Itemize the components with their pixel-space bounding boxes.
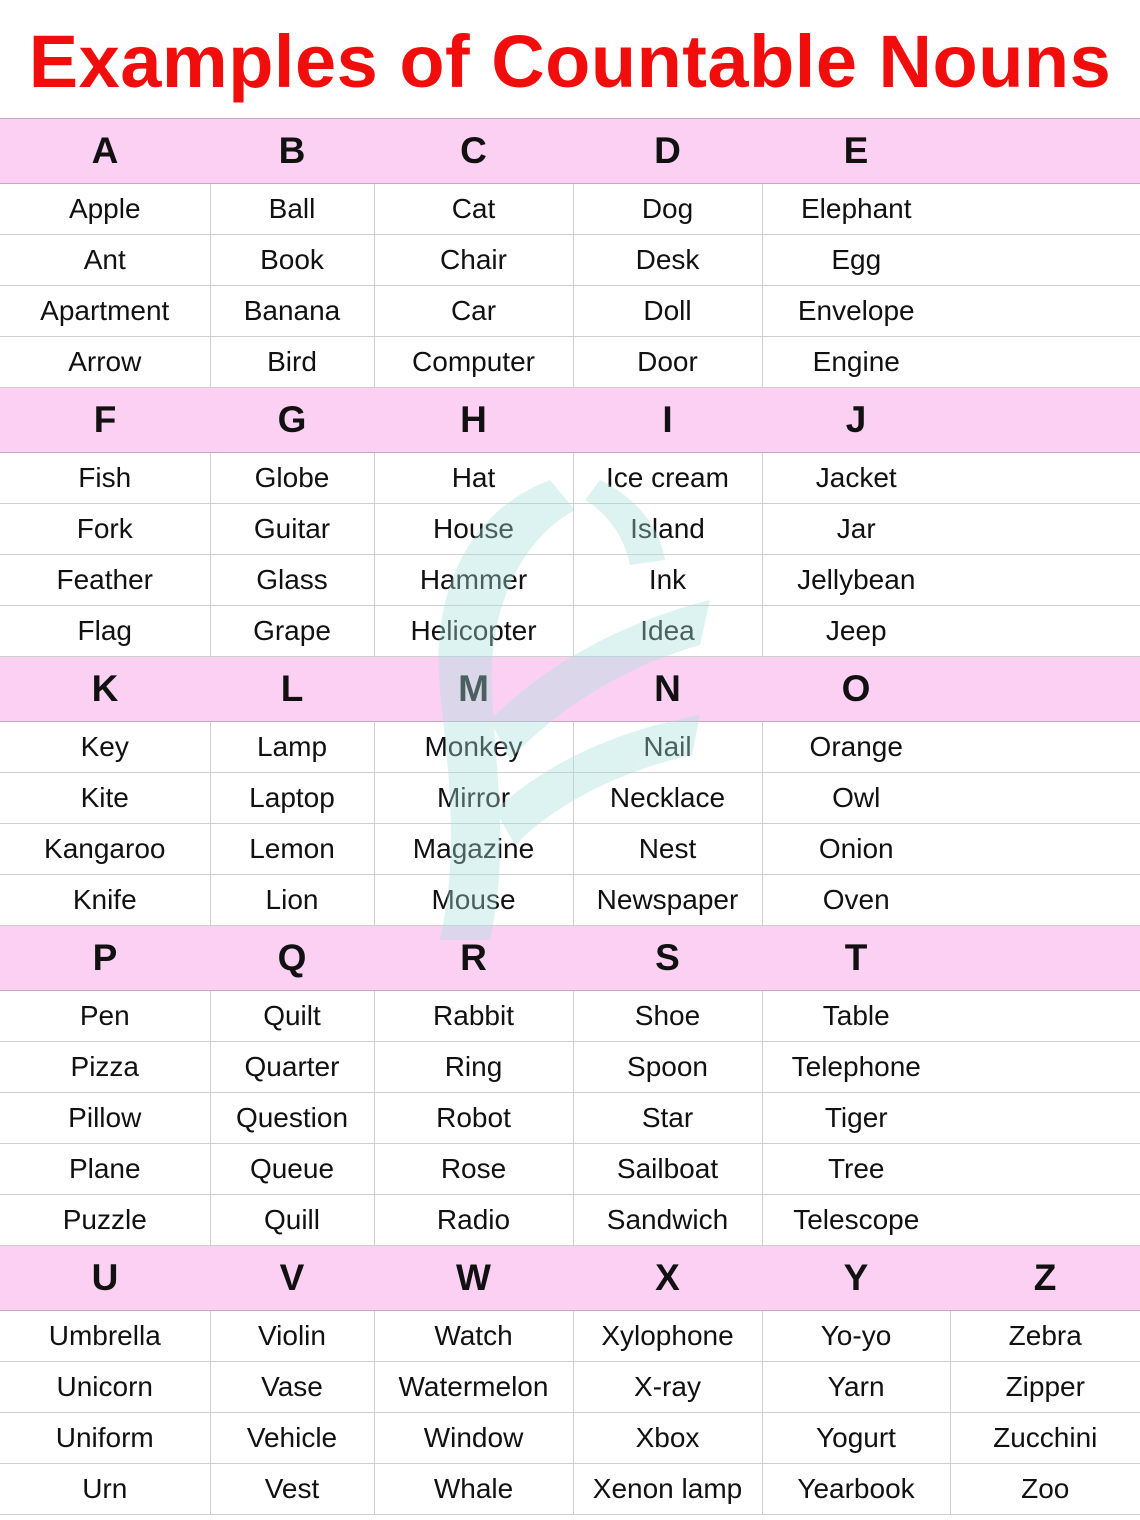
letter-header: F — [0, 388, 210, 453]
noun-cell: Yearbook — [762, 1464, 950, 1515]
letter-header: I — [573, 388, 762, 453]
letter-header: B — [210, 119, 374, 184]
letter-header: Q — [210, 926, 374, 991]
noun-cell: Xenon lamp — [573, 1464, 762, 1515]
noun-cell: Ant — [0, 235, 210, 286]
noun-cell: Rose — [374, 1144, 573, 1195]
table-row — [0, 235, 1140, 286]
noun-cell — [950, 1093, 1140, 1144]
noun-cell: Ice cream — [573, 453, 762, 504]
table-row — [0, 991, 1140, 1042]
letter-header — [950, 388, 1140, 453]
noun-cell — [950, 1042, 1140, 1093]
noun-cell: Pizza — [0, 1042, 210, 1093]
table-row — [0, 1093, 1140, 1144]
noun-cell: Rabbit — [374, 991, 573, 1042]
table-row — [0, 504, 1140, 555]
letter-header: W — [374, 1246, 573, 1311]
table-row — [0, 824, 1140, 875]
noun-cell: Bird — [210, 337, 374, 388]
letter-header-row — [0, 926, 1140, 991]
noun-cell: Zebra — [950, 1311, 1140, 1362]
noun-cell: Uniform — [0, 1413, 210, 1464]
noun-cell: Ring — [374, 1042, 573, 1093]
noun-cell: Mirror — [374, 773, 573, 824]
table-row — [0, 1144, 1140, 1195]
noun-cell: Yo-yo — [762, 1311, 950, 1362]
letter-header-row — [0, 119, 1140, 184]
table-row — [0, 875, 1140, 926]
noun-cell: Telephone — [762, 1042, 950, 1093]
nouns-table — [0, 118, 1140, 1515]
noun-cell: Spoon — [573, 1042, 762, 1093]
noun-cell: Lion — [210, 875, 374, 926]
noun-cell: Watch — [374, 1311, 573, 1362]
letter-header: D — [573, 119, 762, 184]
noun-cell: Book — [210, 235, 374, 286]
noun-cell: Glass — [210, 555, 374, 606]
noun-cell: Lamp — [210, 722, 374, 773]
noun-cell: Hat — [374, 453, 573, 504]
noun-cell — [950, 1195, 1140, 1246]
noun-cell: Table — [762, 991, 950, 1042]
noun-cell: Onion — [762, 824, 950, 875]
noun-cell: Quilt — [210, 991, 374, 1042]
table-row — [0, 453, 1140, 504]
noun-cell: Apple — [0, 184, 210, 235]
noun-cell: Quarter — [210, 1042, 374, 1093]
noun-cell: Guitar — [210, 504, 374, 555]
noun-cell — [950, 286, 1140, 337]
table-row — [0, 1195, 1140, 1246]
letter-header-row — [0, 388, 1140, 453]
noun-cell: Robot — [374, 1093, 573, 1144]
noun-cell: Pen — [0, 991, 210, 1042]
table-row — [0, 1464, 1140, 1515]
noun-cell: Elephant — [762, 184, 950, 235]
table-row — [0, 1042, 1140, 1093]
letter-header: P — [0, 926, 210, 991]
noun-cell: Engine — [762, 337, 950, 388]
noun-cell: Necklace — [573, 773, 762, 824]
noun-cell: Grape — [210, 606, 374, 657]
noun-cell: Kite — [0, 773, 210, 824]
table-row — [0, 1362, 1140, 1413]
letter-header: R — [374, 926, 573, 991]
noun-cell: Sailboat — [573, 1144, 762, 1195]
noun-cell: Tree — [762, 1144, 950, 1195]
noun-cell: Laptop — [210, 773, 374, 824]
table-row — [0, 286, 1140, 337]
letter-header: K — [0, 657, 210, 722]
noun-cell: Window — [374, 1413, 573, 1464]
letter-header-row — [0, 657, 1140, 722]
noun-cell: Door — [573, 337, 762, 388]
noun-cell: Globe — [210, 453, 374, 504]
noun-cell: Pillow — [0, 1093, 210, 1144]
noun-cell: Umbrella — [0, 1311, 210, 1362]
noun-cell — [950, 722, 1140, 773]
noun-cell: Yarn — [762, 1362, 950, 1413]
noun-cell — [950, 453, 1140, 504]
noun-cell: Newspaper — [573, 875, 762, 926]
noun-cell: Jellybean — [762, 555, 950, 606]
letter-header: X — [573, 1246, 762, 1311]
noun-cell: House — [374, 504, 573, 555]
noun-cell: Vest — [210, 1464, 374, 1515]
noun-cell: X-ray — [573, 1362, 762, 1413]
noun-cell: Radio — [374, 1195, 573, 1246]
noun-cell — [950, 504, 1140, 555]
noun-cell: Jar — [762, 504, 950, 555]
noun-cell: Vase — [210, 1362, 374, 1413]
noun-cell — [950, 991, 1140, 1042]
noun-cell — [950, 875, 1140, 926]
noun-cell — [950, 1144, 1140, 1195]
noun-cell: Jeep — [762, 606, 950, 657]
table-row — [0, 184, 1140, 235]
noun-cell: Xylophone — [573, 1311, 762, 1362]
noun-cell: Fork — [0, 504, 210, 555]
noun-cell: Monkey — [374, 722, 573, 773]
noun-cell: Magazine — [374, 824, 573, 875]
noun-cell: Apartment — [0, 286, 210, 337]
table-row — [0, 722, 1140, 773]
noun-cell — [950, 773, 1140, 824]
letter-header: V — [210, 1246, 374, 1311]
noun-cell: Arrow — [0, 337, 210, 388]
noun-cell: Shoe — [573, 991, 762, 1042]
noun-cell: Queue — [210, 1144, 374, 1195]
noun-cell: Dog — [573, 184, 762, 235]
noun-cell: Whale — [374, 1464, 573, 1515]
noun-cell: Orange — [762, 722, 950, 773]
table-row — [0, 337, 1140, 388]
noun-cell — [950, 184, 1140, 235]
noun-cell: Fish — [0, 453, 210, 504]
letter-header: A — [0, 119, 210, 184]
letter-header: E — [762, 119, 950, 184]
noun-cell: Idea — [573, 606, 762, 657]
letter-header: T — [762, 926, 950, 991]
noun-cell: Oven — [762, 875, 950, 926]
noun-cell: Owl — [762, 773, 950, 824]
table-row — [0, 555, 1140, 606]
letter-header: U — [0, 1246, 210, 1311]
letter-header-row — [0, 1246, 1140, 1311]
table-row — [0, 773, 1140, 824]
letter-header: H — [374, 388, 573, 453]
noun-cell: Knife — [0, 875, 210, 926]
noun-cell — [950, 824, 1140, 875]
noun-cell: Unicorn — [0, 1362, 210, 1413]
letter-header: L — [210, 657, 374, 722]
noun-cell: Car — [374, 286, 573, 337]
letter-header: M — [374, 657, 573, 722]
noun-cell: Nest — [573, 824, 762, 875]
noun-cell: Xbox — [573, 1413, 762, 1464]
noun-cell: Zoo — [950, 1464, 1140, 1515]
letter-header — [950, 119, 1140, 184]
letter-header: G — [210, 388, 374, 453]
noun-cell: Key — [0, 722, 210, 773]
noun-cell: Desk — [573, 235, 762, 286]
page-title: Examples of Countable Nouns — [28, 20, 1112, 103]
noun-cell: Watermelon — [374, 1362, 573, 1413]
noun-cell: Helicopter — [374, 606, 573, 657]
noun-cell: Cat — [374, 184, 573, 235]
noun-cell: Question — [210, 1093, 374, 1144]
noun-cell: Hammer — [374, 555, 573, 606]
letter-header — [950, 926, 1140, 991]
noun-cell: Island — [573, 504, 762, 555]
table-row — [0, 606, 1140, 657]
noun-cell: Envelope — [762, 286, 950, 337]
table-row — [0, 1413, 1140, 1464]
noun-cell: Zucchini — [950, 1413, 1140, 1464]
noun-cell: Nail — [573, 722, 762, 773]
noun-cell: Egg — [762, 235, 950, 286]
letter-header: S — [573, 926, 762, 991]
noun-cell: Puzzle — [0, 1195, 210, 1246]
noun-cell: Lemon — [210, 824, 374, 875]
noun-cell: Vehicle — [210, 1413, 374, 1464]
noun-cell: Violin — [210, 1311, 374, 1362]
noun-cell: Flag — [0, 606, 210, 657]
noun-cell — [950, 555, 1140, 606]
noun-cell: Ball — [210, 184, 374, 235]
table-row — [0, 1311, 1140, 1362]
noun-cell: Plane — [0, 1144, 210, 1195]
noun-cell — [950, 337, 1140, 388]
noun-cell — [950, 235, 1140, 286]
noun-cell: Kangaroo — [0, 824, 210, 875]
letter-header — [950, 657, 1140, 722]
noun-cell: Banana — [210, 286, 374, 337]
letter-header: N — [573, 657, 762, 722]
letter-header: Y — [762, 1246, 950, 1311]
noun-cell: Yogurt — [762, 1413, 950, 1464]
noun-cell: Telescope — [762, 1195, 950, 1246]
noun-cell: Computer — [374, 337, 573, 388]
letter-header: J — [762, 388, 950, 453]
noun-cell: Mouse — [374, 875, 573, 926]
noun-cell: Tiger — [762, 1093, 950, 1144]
noun-cell: Jacket — [762, 453, 950, 504]
noun-cell: Zipper — [950, 1362, 1140, 1413]
noun-cell: Urn — [0, 1464, 210, 1515]
letter-header: C — [374, 119, 573, 184]
letter-header: Z — [950, 1246, 1140, 1311]
letter-header: O — [762, 657, 950, 722]
noun-cell — [950, 606, 1140, 657]
noun-cell: Star — [573, 1093, 762, 1144]
noun-cell: Feather — [0, 555, 210, 606]
noun-cell: Ink — [573, 555, 762, 606]
noun-cell: Quill — [210, 1195, 374, 1246]
noun-cell: Doll — [573, 286, 762, 337]
noun-cell: Sandwich — [573, 1195, 762, 1246]
noun-cell: Chair — [374, 235, 573, 286]
